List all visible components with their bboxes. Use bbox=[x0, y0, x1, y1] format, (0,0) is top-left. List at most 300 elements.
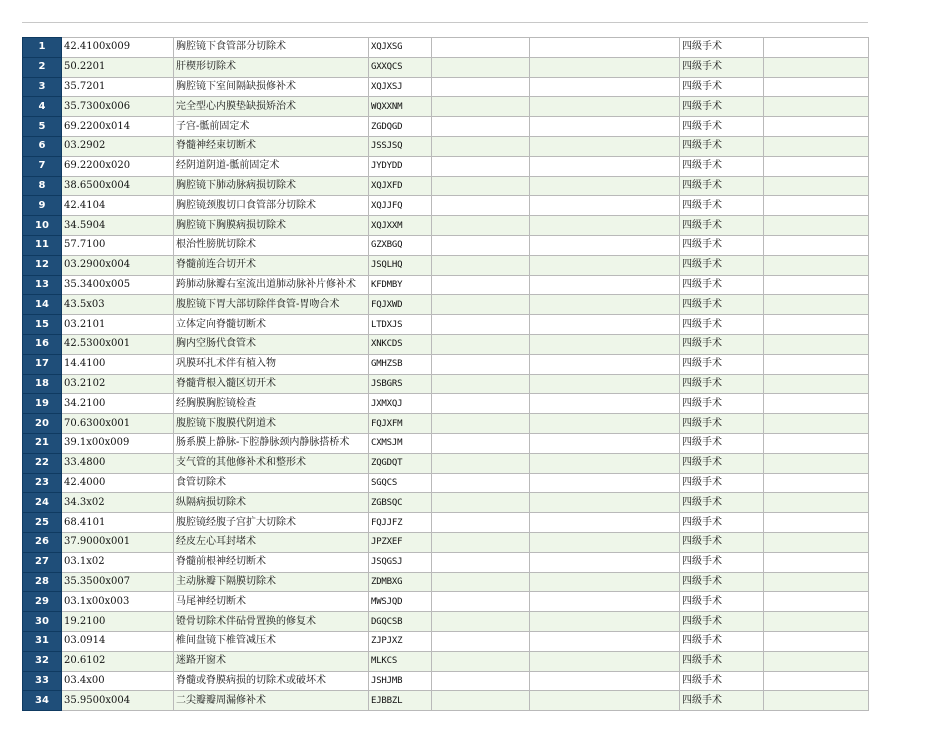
procedure-code-cell[interactable]: 68.4101 bbox=[62, 513, 174, 533]
procedure-name-cell[interactable]: 跨肺动脉瓣右室流出道肺动脉补片修补术 bbox=[174, 275, 369, 295]
surgery-level-cell[interactable]: 四级手术 bbox=[680, 196, 764, 216]
surgery-level-cell[interactable]: 四级手术 bbox=[680, 612, 764, 632]
empty-cell[interactable] bbox=[530, 77, 680, 97]
empty-cell[interactable] bbox=[764, 77, 869, 97]
empty-cell[interactable] bbox=[764, 136, 869, 156]
row-number-cell[interactable]: 14 bbox=[23, 295, 62, 315]
surgery-level-cell[interactable]: 四级手术 bbox=[680, 334, 764, 354]
empty-cell[interactable] bbox=[764, 295, 869, 315]
empty-cell[interactable] bbox=[432, 572, 530, 592]
table-row[interactable] bbox=[23, 334, 869, 354]
table-row[interactable] bbox=[23, 612, 869, 632]
empty-cell[interactable] bbox=[432, 295, 530, 315]
procedure-code-cell[interactable]: 33.4800 bbox=[62, 453, 174, 473]
row-number-cell[interactable]: 17 bbox=[23, 354, 62, 374]
surgery-level-cell[interactable]: 四级手术 bbox=[680, 57, 764, 77]
empty-cell[interactable] bbox=[764, 255, 869, 275]
row-number-cell[interactable]: 30 bbox=[23, 612, 62, 632]
empty-cell[interactable] bbox=[530, 38, 680, 58]
empty-cell[interactable] bbox=[432, 414, 530, 434]
surgery-level-cell[interactable]: 四级手术 bbox=[680, 216, 764, 236]
procedure-code-cell[interactable]: 03.2902 bbox=[62, 136, 174, 156]
table-row[interactable] bbox=[23, 592, 869, 612]
surgery-level-cell[interactable]: 四级手术 bbox=[680, 136, 764, 156]
empty-cell[interactable] bbox=[432, 433, 530, 453]
row-number-cell[interactable]: 34 bbox=[23, 691, 62, 711]
surgery-level-cell[interactable]: 四级手术 bbox=[680, 631, 764, 651]
surgery-level-cell[interactable]: 四级手术 bbox=[680, 77, 764, 97]
empty-cell[interactable] bbox=[530, 57, 680, 77]
empty-cell[interactable] bbox=[530, 473, 680, 493]
procedure-name-cell[interactable]: 肝楔形切除术 bbox=[174, 57, 369, 77]
surgery-level-cell[interactable]: 四级手术 bbox=[680, 651, 764, 671]
empty-cell[interactable] bbox=[764, 631, 869, 651]
row-number-cell[interactable]: 15 bbox=[23, 315, 62, 335]
surgery-level-cell[interactable]: 四级手术 bbox=[680, 453, 764, 473]
procedure-name-cell[interactable]: 经皮左心耳封堵术 bbox=[174, 532, 369, 552]
procedure-name-cell[interactable]: 脊髓前根神经切断术 bbox=[174, 552, 369, 572]
procedure-name-cell[interactable]: 胸腔镜下室间隔缺损修补术 bbox=[174, 77, 369, 97]
procedure-code-cell[interactable]: 34.2100 bbox=[62, 394, 174, 414]
procedure-name-cell[interactable]: 脊髓神经束切断术 bbox=[174, 136, 369, 156]
surgery-level-cell[interactable]: 四级手术 bbox=[680, 473, 764, 493]
row-number-cell[interactable]: 31 bbox=[23, 631, 62, 651]
surgery-level-cell[interactable]: 四级手术 bbox=[680, 275, 764, 295]
empty-cell[interactable] bbox=[432, 275, 530, 295]
row-number-cell[interactable]: 3 bbox=[23, 77, 62, 97]
table-row[interactable] bbox=[23, 77, 869, 97]
empty-cell[interactable] bbox=[764, 473, 869, 493]
empty-cell[interactable] bbox=[530, 612, 680, 632]
row-number-cell[interactable]: 9 bbox=[23, 196, 62, 216]
row-number-cell[interactable]: 19 bbox=[23, 394, 62, 414]
abbreviation-cell[interactable]: XQJXFD bbox=[369, 176, 432, 196]
procedure-code-cell[interactable]: 57.7100 bbox=[62, 235, 174, 255]
surgery-level-cell[interactable]: 四级手术 bbox=[680, 493, 764, 513]
empty-cell[interactable] bbox=[530, 295, 680, 315]
row-number-cell[interactable]: 29 bbox=[23, 592, 62, 612]
empty-cell[interactable] bbox=[764, 572, 869, 592]
empty-cell[interactable] bbox=[432, 97, 530, 117]
empty-cell[interactable] bbox=[764, 513, 869, 533]
abbreviation-cell[interactable]: ZGBSQC bbox=[369, 493, 432, 513]
row-number-cell[interactable]: 1 bbox=[23, 38, 62, 58]
abbreviation-cell[interactable]: DGQCSB bbox=[369, 612, 432, 632]
empty-cell[interactable] bbox=[432, 513, 530, 533]
empty-cell[interactable] bbox=[432, 57, 530, 77]
surgery-level-cell[interactable]: 四级手术 bbox=[680, 513, 764, 533]
procedure-code-cell[interactable]: 50.2201 bbox=[62, 57, 174, 77]
empty-cell[interactable] bbox=[432, 136, 530, 156]
procedure-name-cell[interactable]: 巩膜环扎术伴有植入物 bbox=[174, 354, 369, 374]
empty-cell[interactable] bbox=[530, 315, 680, 335]
abbreviation-cell[interactable]: CXMSJM bbox=[369, 433, 432, 453]
surgery-level-cell[interactable]: 四级手术 bbox=[680, 414, 764, 434]
abbreviation-cell[interactable]: LTDXJS bbox=[369, 315, 432, 335]
empty-cell[interactable] bbox=[764, 117, 869, 137]
surgery-level-cell[interactable]: 四级手术 bbox=[680, 671, 764, 691]
procedure-name-cell[interactable]: 胸腔镜下肺动脉病损切除术 bbox=[174, 176, 369, 196]
procedure-code-cell[interactable]: 03.4x00 bbox=[62, 671, 174, 691]
surgery-level-cell[interactable]: 四级手术 bbox=[680, 354, 764, 374]
table-row[interactable] bbox=[23, 374, 869, 394]
row-number-cell[interactable]: 21 bbox=[23, 433, 62, 453]
row-number-cell[interactable]: 7 bbox=[23, 156, 62, 176]
abbreviation-cell[interactable]: JXMXQJ bbox=[369, 394, 432, 414]
procedure-code-cell[interactable]: 35.7300x006 bbox=[62, 97, 174, 117]
table-row[interactable] bbox=[23, 513, 869, 533]
abbreviation-cell[interactable]: MLKCS bbox=[369, 651, 432, 671]
procedure-code-cell[interactable]: 35.7201 bbox=[62, 77, 174, 97]
empty-cell[interactable] bbox=[764, 532, 869, 552]
row-number-cell[interactable]: 12 bbox=[23, 255, 62, 275]
empty-cell[interactable] bbox=[764, 334, 869, 354]
abbreviation-cell[interactable]: FQJXWD bbox=[369, 295, 432, 315]
procedure-name-cell[interactable]: 完全型心内膜垫缺损矫治术 bbox=[174, 97, 369, 117]
empty-cell[interactable] bbox=[432, 334, 530, 354]
empty-cell[interactable] bbox=[432, 235, 530, 255]
row-number-cell[interactable]: 25 bbox=[23, 513, 62, 533]
empty-cell[interactable] bbox=[530, 691, 680, 711]
empty-cell[interactable] bbox=[432, 117, 530, 137]
procedure-code-cell[interactable]: 03.1x00x003 bbox=[62, 592, 174, 612]
row-number-cell[interactable]: 28 bbox=[23, 572, 62, 592]
abbreviation-cell[interactable]: FQJXFM bbox=[369, 414, 432, 434]
table-row[interactable] bbox=[23, 493, 869, 513]
empty-cell[interactable] bbox=[764, 176, 869, 196]
abbreviation-cell[interactable]: ZGDQGD bbox=[369, 117, 432, 137]
empty-cell[interactable] bbox=[432, 631, 530, 651]
surgery-level-cell[interactable]: 四级手术 bbox=[680, 156, 764, 176]
table-row[interactable] bbox=[23, 453, 869, 473]
surgery-level-cell[interactable]: 四级手术 bbox=[680, 235, 764, 255]
row-number-cell[interactable]: 16 bbox=[23, 334, 62, 354]
surgery-level-cell[interactable]: 四级手术 bbox=[680, 532, 764, 552]
empty-cell[interactable] bbox=[530, 354, 680, 374]
empty-cell[interactable] bbox=[432, 216, 530, 236]
empty-cell[interactable] bbox=[764, 433, 869, 453]
empty-cell[interactable] bbox=[530, 414, 680, 434]
procedure-code-cell[interactable]: 70.6300x001 bbox=[62, 414, 174, 434]
abbreviation-cell[interactable]: JSHJMB bbox=[369, 671, 432, 691]
abbreviation-cell[interactable]: JPZXEF bbox=[369, 532, 432, 552]
empty-cell[interactable] bbox=[764, 57, 869, 77]
empty-cell[interactable] bbox=[764, 196, 869, 216]
procedure-name-cell[interactable]: 经胸膜胸腔镜检查 bbox=[174, 394, 369, 414]
procedure-name-cell[interactable]: 经阴道阴道-骶前固定术 bbox=[174, 156, 369, 176]
empty-cell[interactable] bbox=[432, 651, 530, 671]
empty-cell[interactable] bbox=[764, 671, 869, 691]
table-row[interactable] bbox=[23, 671, 869, 691]
empty-cell[interactable] bbox=[432, 315, 530, 335]
table-row[interactable] bbox=[23, 394, 869, 414]
row-number-cell[interactable]: 18 bbox=[23, 374, 62, 394]
empty-cell[interactable] bbox=[764, 156, 869, 176]
table-row[interactable] bbox=[23, 38, 869, 58]
row-number-cell[interactable]: 10 bbox=[23, 216, 62, 236]
abbreviation-cell[interactable]: MWSJQD bbox=[369, 592, 432, 612]
procedure-name-cell[interactable]: 脊髓背根入髓区切开术 bbox=[174, 374, 369, 394]
row-number-cell[interactable]: 6 bbox=[23, 136, 62, 156]
procedure-code-cell[interactable]: 42.5300x001 bbox=[62, 334, 174, 354]
abbreviation-cell[interactable]: JSSJSQ bbox=[369, 136, 432, 156]
procedure-code-cell[interactable]: 03.2102 bbox=[62, 374, 174, 394]
empty-cell[interactable] bbox=[530, 493, 680, 513]
abbreviation-cell[interactable]: ZJPJXZ bbox=[369, 631, 432, 651]
table-row[interactable] bbox=[23, 117, 869, 137]
empty-cell[interactable] bbox=[530, 136, 680, 156]
procedure-name-cell[interactable]: 胸内空肠代食管术 bbox=[174, 334, 369, 354]
empty-cell[interactable] bbox=[530, 334, 680, 354]
surgery-level-cell[interactable]: 四级手术 bbox=[680, 97, 764, 117]
table-row[interactable] bbox=[23, 651, 869, 671]
empty-cell[interactable] bbox=[530, 117, 680, 137]
table-row[interactable] bbox=[23, 433, 869, 453]
empty-cell[interactable] bbox=[530, 196, 680, 216]
procedure-code-cell[interactable]: 14.4100 bbox=[62, 354, 174, 374]
table-row[interactable] bbox=[23, 255, 869, 275]
procedure-name-cell[interactable]: 食管切除术 bbox=[174, 473, 369, 493]
abbreviation-cell[interactable]: XQJXSJ bbox=[369, 77, 432, 97]
empty-cell[interactable] bbox=[530, 651, 680, 671]
abbreviation-cell[interactable]: JSQGSJ bbox=[369, 552, 432, 572]
empty-cell[interactable] bbox=[530, 532, 680, 552]
table-row[interactable] bbox=[23, 136, 869, 156]
procedure-code-cell[interactable]: 39.1x00x009 bbox=[62, 433, 174, 453]
empty-cell[interactable] bbox=[432, 612, 530, 632]
empty-cell[interactable] bbox=[530, 453, 680, 473]
empty-cell[interactable] bbox=[432, 77, 530, 97]
empty-cell[interactable] bbox=[530, 592, 680, 612]
procedure-name-cell[interactable]: 椎间盘镜下椎管减压术 bbox=[174, 631, 369, 651]
surgery-level-cell[interactable]: 四级手术 bbox=[680, 295, 764, 315]
procedure-code-cell[interactable]: 38.6500x004 bbox=[62, 176, 174, 196]
procedure-name-cell[interactable]: 腹腔镜下胃大部切除伴食管-胃吻合术 bbox=[174, 295, 369, 315]
abbreviation-cell[interactable]: JSBGRS bbox=[369, 374, 432, 394]
abbreviation-cell[interactable]: KFDMBY bbox=[369, 275, 432, 295]
empty-cell[interactable] bbox=[530, 216, 680, 236]
empty-cell[interactable] bbox=[530, 176, 680, 196]
empty-cell[interactable] bbox=[432, 374, 530, 394]
procedure-name-cell[interactable]: 纵隔病损切除术 bbox=[174, 493, 369, 513]
table-row[interactable] bbox=[23, 235, 869, 255]
empty-cell[interactable] bbox=[432, 532, 530, 552]
procedure-name-cell[interactable]: 腹腔镜下腹膜代阴道术 bbox=[174, 414, 369, 434]
procedure-code-cell[interactable]: 35.3400x005 bbox=[62, 275, 174, 295]
table-row[interactable] bbox=[23, 156, 869, 176]
procedure-name-cell[interactable]: 主动脉瓣下隔膜切除术 bbox=[174, 572, 369, 592]
procedure-code-cell[interactable]: 69.2200x020 bbox=[62, 156, 174, 176]
empty-cell[interactable] bbox=[432, 552, 530, 572]
procedure-name-cell[interactable]: 根治性膀胱切除术 bbox=[174, 235, 369, 255]
empty-cell[interactable] bbox=[530, 572, 680, 592]
table-row[interactable] bbox=[23, 473, 869, 493]
row-number-cell[interactable]: 4 bbox=[23, 97, 62, 117]
procedure-name-cell[interactable]: 肠系膜上静脉-下腔静脉颈内静脉搭桥术 bbox=[174, 433, 369, 453]
empty-cell[interactable] bbox=[432, 592, 530, 612]
procedure-code-cell[interactable]: 34.5904 bbox=[62, 216, 174, 236]
empty-cell[interactable] bbox=[764, 612, 869, 632]
abbreviation-cell[interactable]: XQJJFQ bbox=[369, 196, 432, 216]
empty-cell[interactable] bbox=[432, 196, 530, 216]
row-number-cell[interactable]: 32 bbox=[23, 651, 62, 671]
empty-cell[interactable] bbox=[530, 394, 680, 414]
procedure-code-cell[interactable]: 35.3500x007 bbox=[62, 572, 174, 592]
abbreviation-cell[interactable]: EJBBZL bbox=[369, 691, 432, 711]
abbreviation-cell[interactable]: XQJXSG bbox=[369, 38, 432, 58]
row-number-cell[interactable]: 23 bbox=[23, 473, 62, 493]
empty-cell[interactable] bbox=[530, 374, 680, 394]
row-number-cell[interactable]: 8 bbox=[23, 176, 62, 196]
empty-cell[interactable] bbox=[432, 394, 530, 414]
procedure-name-cell[interactable]: 子宫-骶前固定术 bbox=[174, 117, 369, 137]
surgery-level-cell[interactable]: 四级手术 bbox=[680, 38, 764, 58]
procedure-name-cell[interactable]: 迷路开窗术 bbox=[174, 651, 369, 671]
table-row[interactable] bbox=[23, 354, 869, 374]
table-row[interactable] bbox=[23, 176, 869, 196]
empty-cell[interactable] bbox=[530, 156, 680, 176]
empty-cell[interactable] bbox=[432, 255, 530, 275]
row-number-cell[interactable]: 5 bbox=[23, 117, 62, 137]
surgery-level-cell[interactable]: 四级手术 bbox=[680, 117, 764, 137]
empty-cell[interactable] bbox=[764, 38, 869, 58]
empty-cell[interactable] bbox=[530, 513, 680, 533]
abbreviation-cell[interactable]: ZQGDQT bbox=[369, 453, 432, 473]
procedure-name-cell[interactable]: 支气管的其他修补术和整形术 bbox=[174, 453, 369, 473]
surgery-level-cell[interactable]: 四级手术 bbox=[680, 691, 764, 711]
empty-cell[interactable] bbox=[764, 315, 869, 335]
procedure-code-cell[interactable]: 03.1x02 bbox=[62, 552, 174, 572]
procedure-code-cell[interactable]: 35.9500x004 bbox=[62, 691, 174, 711]
empty-cell[interactable] bbox=[764, 374, 869, 394]
table-row[interactable] bbox=[23, 216, 869, 236]
empty-cell[interactable] bbox=[530, 552, 680, 572]
abbreviation-cell[interactable]: JSQLHQ bbox=[369, 255, 432, 275]
empty-cell[interactable] bbox=[432, 473, 530, 493]
procedure-code-cell[interactable]: 43.5x03 bbox=[62, 295, 174, 315]
empty-cell[interactable] bbox=[530, 671, 680, 691]
empty-cell[interactable] bbox=[764, 97, 869, 117]
empty-cell[interactable] bbox=[530, 255, 680, 275]
empty-cell[interactable] bbox=[764, 592, 869, 612]
table-row[interactable] bbox=[23, 315, 869, 335]
surgery-level-cell[interactable]: 四级手术 bbox=[680, 255, 764, 275]
empty-cell[interactable] bbox=[764, 493, 869, 513]
procedure-name-cell[interactable]: 镫骨切除术伴砧骨置换的修复术 bbox=[174, 612, 369, 632]
abbreviation-cell[interactable]: ZDMBXG bbox=[369, 572, 432, 592]
procedure-code-cell[interactable]: 34.3x02 bbox=[62, 493, 174, 513]
abbreviation-cell[interactable]: FQJJFZ bbox=[369, 513, 432, 533]
abbreviation-cell[interactable]: GZXBGQ bbox=[369, 235, 432, 255]
surgery-level-cell[interactable]: 四级手术 bbox=[680, 315, 764, 335]
procedure-code-cell[interactable]: 69.2200x014 bbox=[62, 117, 174, 137]
empty-cell[interactable] bbox=[530, 235, 680, 255]
procedure-name-cell[interactable]: 胸腔镜下食管部分切除术 bbox=[174, 38, 369, 58]
abbreviation-cell[interactable]: XQJXXM bbox=[369, 216, 432, 236]
empty-cell[interactable] bbox=[764, 651, 869, 671]
table-row[interactable] bbox=[23, 97, 869, 117]
procedure-code-cell[interactable]: 19.2100 bbox=[62, 612, 174, 632]
procedure-code-cell[interactable]: 03.2900x004 bbox=[62, 255, 174, 275]
row-number-cell[interactable]: 2 bbox=[23, 57, 62, 77]
table-row[interactable] bbox=[23, 57, 869, 77]
empty-cell[interactable] bbox=[530, 433, 680, 453]
empty-cell[interactable] bbox=[432, 354, 530, 374]
empty-cell[interactable] bbox=[764, 235, 869, 255]
table-row[interactable] bbox=[23, 196, 869, 216]
procedure-name-cell[interactable]: 立体定向脊髓切断术 bbox=[174, 315, 369, 335]
procedure-code-cell[interactable]: 03.2101 bbox=[62, 315, 174, 335]
procedure-name-cell[interactable]: 马尾神经切断术 bbox=[174, 592, 369, 612]
empty-cell[interactable] bbox=[764, 275, 869, 295]
surgery-level-cell[interactable]: 四级手术 bbox=[680, 433, 764, 453]
row-number-cell[interactable]: 20 bbox=[23, 414, 62, 434]
surgery-level-cell[interactable]: 四级手术 bbox=[680, 572, 764, 592]
table-row[interactable] bbox=[23, 691, 869, 711]
row-number-cell[interactable]: 33 bbox=[23, 671, 62, 691]
row-number-cell[interactable]: 13 bbox=[23, 275, 62, 295]
table-row[interactable] bbox=[23, 631, 869, 651]
abbreviation-cell[interactable]: WQXXNM bbox=[369, 97, 432, 117]
empty-cell[interactable] bbox=[432, 691, 530, 711]
surgery-level-cell[interactable]: 四级手术 bbox=[680, 592, 764, 612]
procedure-code-cell[interactable]: 42.4100x009 bbox=[62, 38, 174, 58]
procedure-code-cell[interactable]: 42.4104 bbox=[62, 196, 174, 216]
empty-cell[interactable] bbox=[530, 631, 680, 651]
procedure-name-cell[interactable]: 脊髓前连合切开术 bbox=[174, 255, 369, 275]
empty-cell[interactable] bbox=[432, 671, 530, 691]
surgery-level-cell[interactable]: 四级手术 bbox=[680, 394, 764, 414]
empty-cell[interactable] bbox=[432, 493, 530, 513]
empty-cell[interactable] bbox=[432, 453, 530, 473]
empty-cell[interactable] bbox=[764, 414, 869, 434]
row-number-cell[interactable]: 26 bbox=[23, 532, 62, 552]
empty-cell[interactable] bbox=[764, 453, 869, 473]
surgery-level-cell[interactable]: 四级手术 bbox=[680, 552, 764, 572]
row-number-cell[interactable]: 27 bbox=[23, 552, 62, 572]
empty-cell[interactable] bbox=[530, 275, 680, 295]
empty-cell[interactable] bbox=[764, 216, 869, 236]
procedure-name-cell[interactable]: 胸腔镜下胸膜病损切除术 bbox=[174, 216, 369, 236]
procedure-code-cell[interactable]: 20.6102 bbox=[62, 651, 174, 671]
procedure-name-cell[interactable]: 胸腔镜颈腹切口食管部分切除术 bbox=[174, 196, 369, 216]
empty-cell[interactable] bbox=[530, 97, 680, 117]
surgery-level-cell[interactable]: 四级手术 bbox=[680, 374, 764, 394]
procedure-name-cell[interactable]: 脊髓或脊膜病损的切除术或破坏术 bbox=[174, 671, 369, 691]
empty-cell[interactable] bbox=[764, 552, 869, 572]
row-number-cell[interactable]: 22 bbox=[23, 453, 62, 473]
table-row[interactable] bbox=[23, 295, 869, 315]
empty-cell[interactable] bbox=[764, 394, 869, 414]
table-row[interactable] bbox=[23, 552, 869, 572]
surgery-level-cell[interactable]: 四级手术 bbox=[680, 176, 764, 196]
empty-cell[interactable] bbox=[432, 176, 530, 196]
abbreviation-cell[interactable]: XNKCDS bbox=[369, 334, 432, 354]
procedure-code-cell[interactable]: 03.0914 bbox=[62, 631, 174, 651]
procedure-code-cell[interactable]: 42.4000 bbox=[62, 473, 174, 493]
empty-cell[interactable] bbox=[764, 691, 869, 711]
procedure-name-cell[interactable]: 腹腔镜经腹子宫扩大切除术 bbox=[174, 513, 369, 533]
procedure-code-cell[interactable]: 37.9000x001 bbox=[62, 532, 174, 552]
abbreviation-cell[interactable]: JYDYDD bbox=[369, 156, 432, 176]
table-row[interactable] bbox=[23, 414, 869, 434]
empty-cell[interactable] bbox=[764, 354, 869, 374]
table-row[interactable] bbox=[23, 275, 869, 295]
table-row[interactable] bbox=[23, 532, 869, 552]
empty-cell[interactable] bbox=[432, 156, 530, 176]
empty-cell[interactable] bbox=[432, 38, 530, 58]
procedure-name-cell[interactable]: 二尖瓣瓣周漏修补术 bbox=[174, 691, 369, 711]
